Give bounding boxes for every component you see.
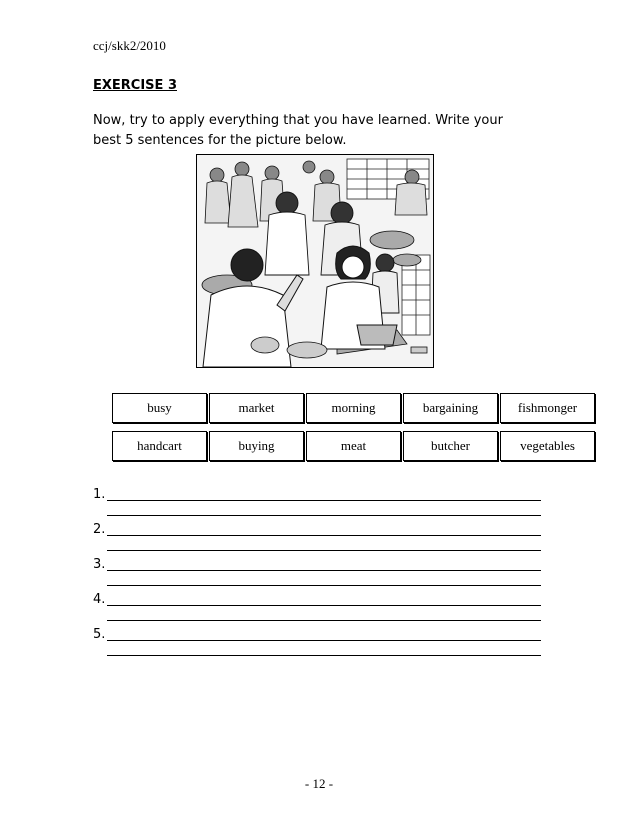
- word-cell: bargaining: [403, 393, 498, 423]
- answer-number: 1.: [93, 487, 106, 502]
- answer-line[interactable]: [107, 655, 541, 656]
- answer-section: [93, 487, 543, 662]
- answer-line[interactable]: [107, 570, 541, 571]
- answer-item-2: [93, 522, 543, 557]
- word-cell: fishmonger: [500, 393, 595, 423]
- word-cell: market: [209, 393, 304, 423]
- word-cell: busy: [112, 393, 207, 423]
- word-bank: [112, 393, 595, 461]
- answer-number: 5.: [93, 627, 106, 642]
- answer-number: 3.: [93, 557, 106, 572]
- answer-line[interactable]: [107, 550, 541, 551]
- market-scene-drawing: [197, 155, 433, 367]
- answer-line[interactable]: [107, 605, 541, 606]
- answer-line[interactable]: [107, 515, 541, 516]
- answer-line[interactable]: [107, 620, 541, 621]
- answer-item-3: [93, 557, 543, 592]
- word-cell: morning: [306, 393, 401, 423]
- word-cell: handcart: [112, 431, 207, 461]
- exercise-instructions: Now, try to apply everything that you have learned. Write your best 5 sentences for the picture below.: [93, 113, 503, 148]
- answer-item-5: [93, 627, 543, 662]
- word-cell: butcher: [403, 431, 498, 461]
- answer-item-1: [93, 487, 543, 522]
- answer-number: 4.: [93, 592, 106, 607]
- answer-line[interactable]: [107, 500, 541, 501]
- answer-line[interactable]: [107, 535, 541, 536]
- document-code: ccj/skk2/2010: [93, 38, 166, 53]
- answer-line[interactable]: [107, 585, 541, 586]
- page-number: - 12 -: [304, 776, 334, 791]
- answer-item-4: [93, 592, 543, 627]
- market-scene-illustration: [196, 154, 434, 368]
- answer-number: 2.: [93, 522, 106, 537]
- exercise-title: EXERCISE 3: [93, 78, 177, 93]
- word-cell: buying: [209, 431, 304, 461]
- word-cell: meat: [306, 431, 401, 461]
- answer-line[interactable]: [107, 640, 541, 641]
- word-cell: vegetables: [500, 431, 595, 461]
